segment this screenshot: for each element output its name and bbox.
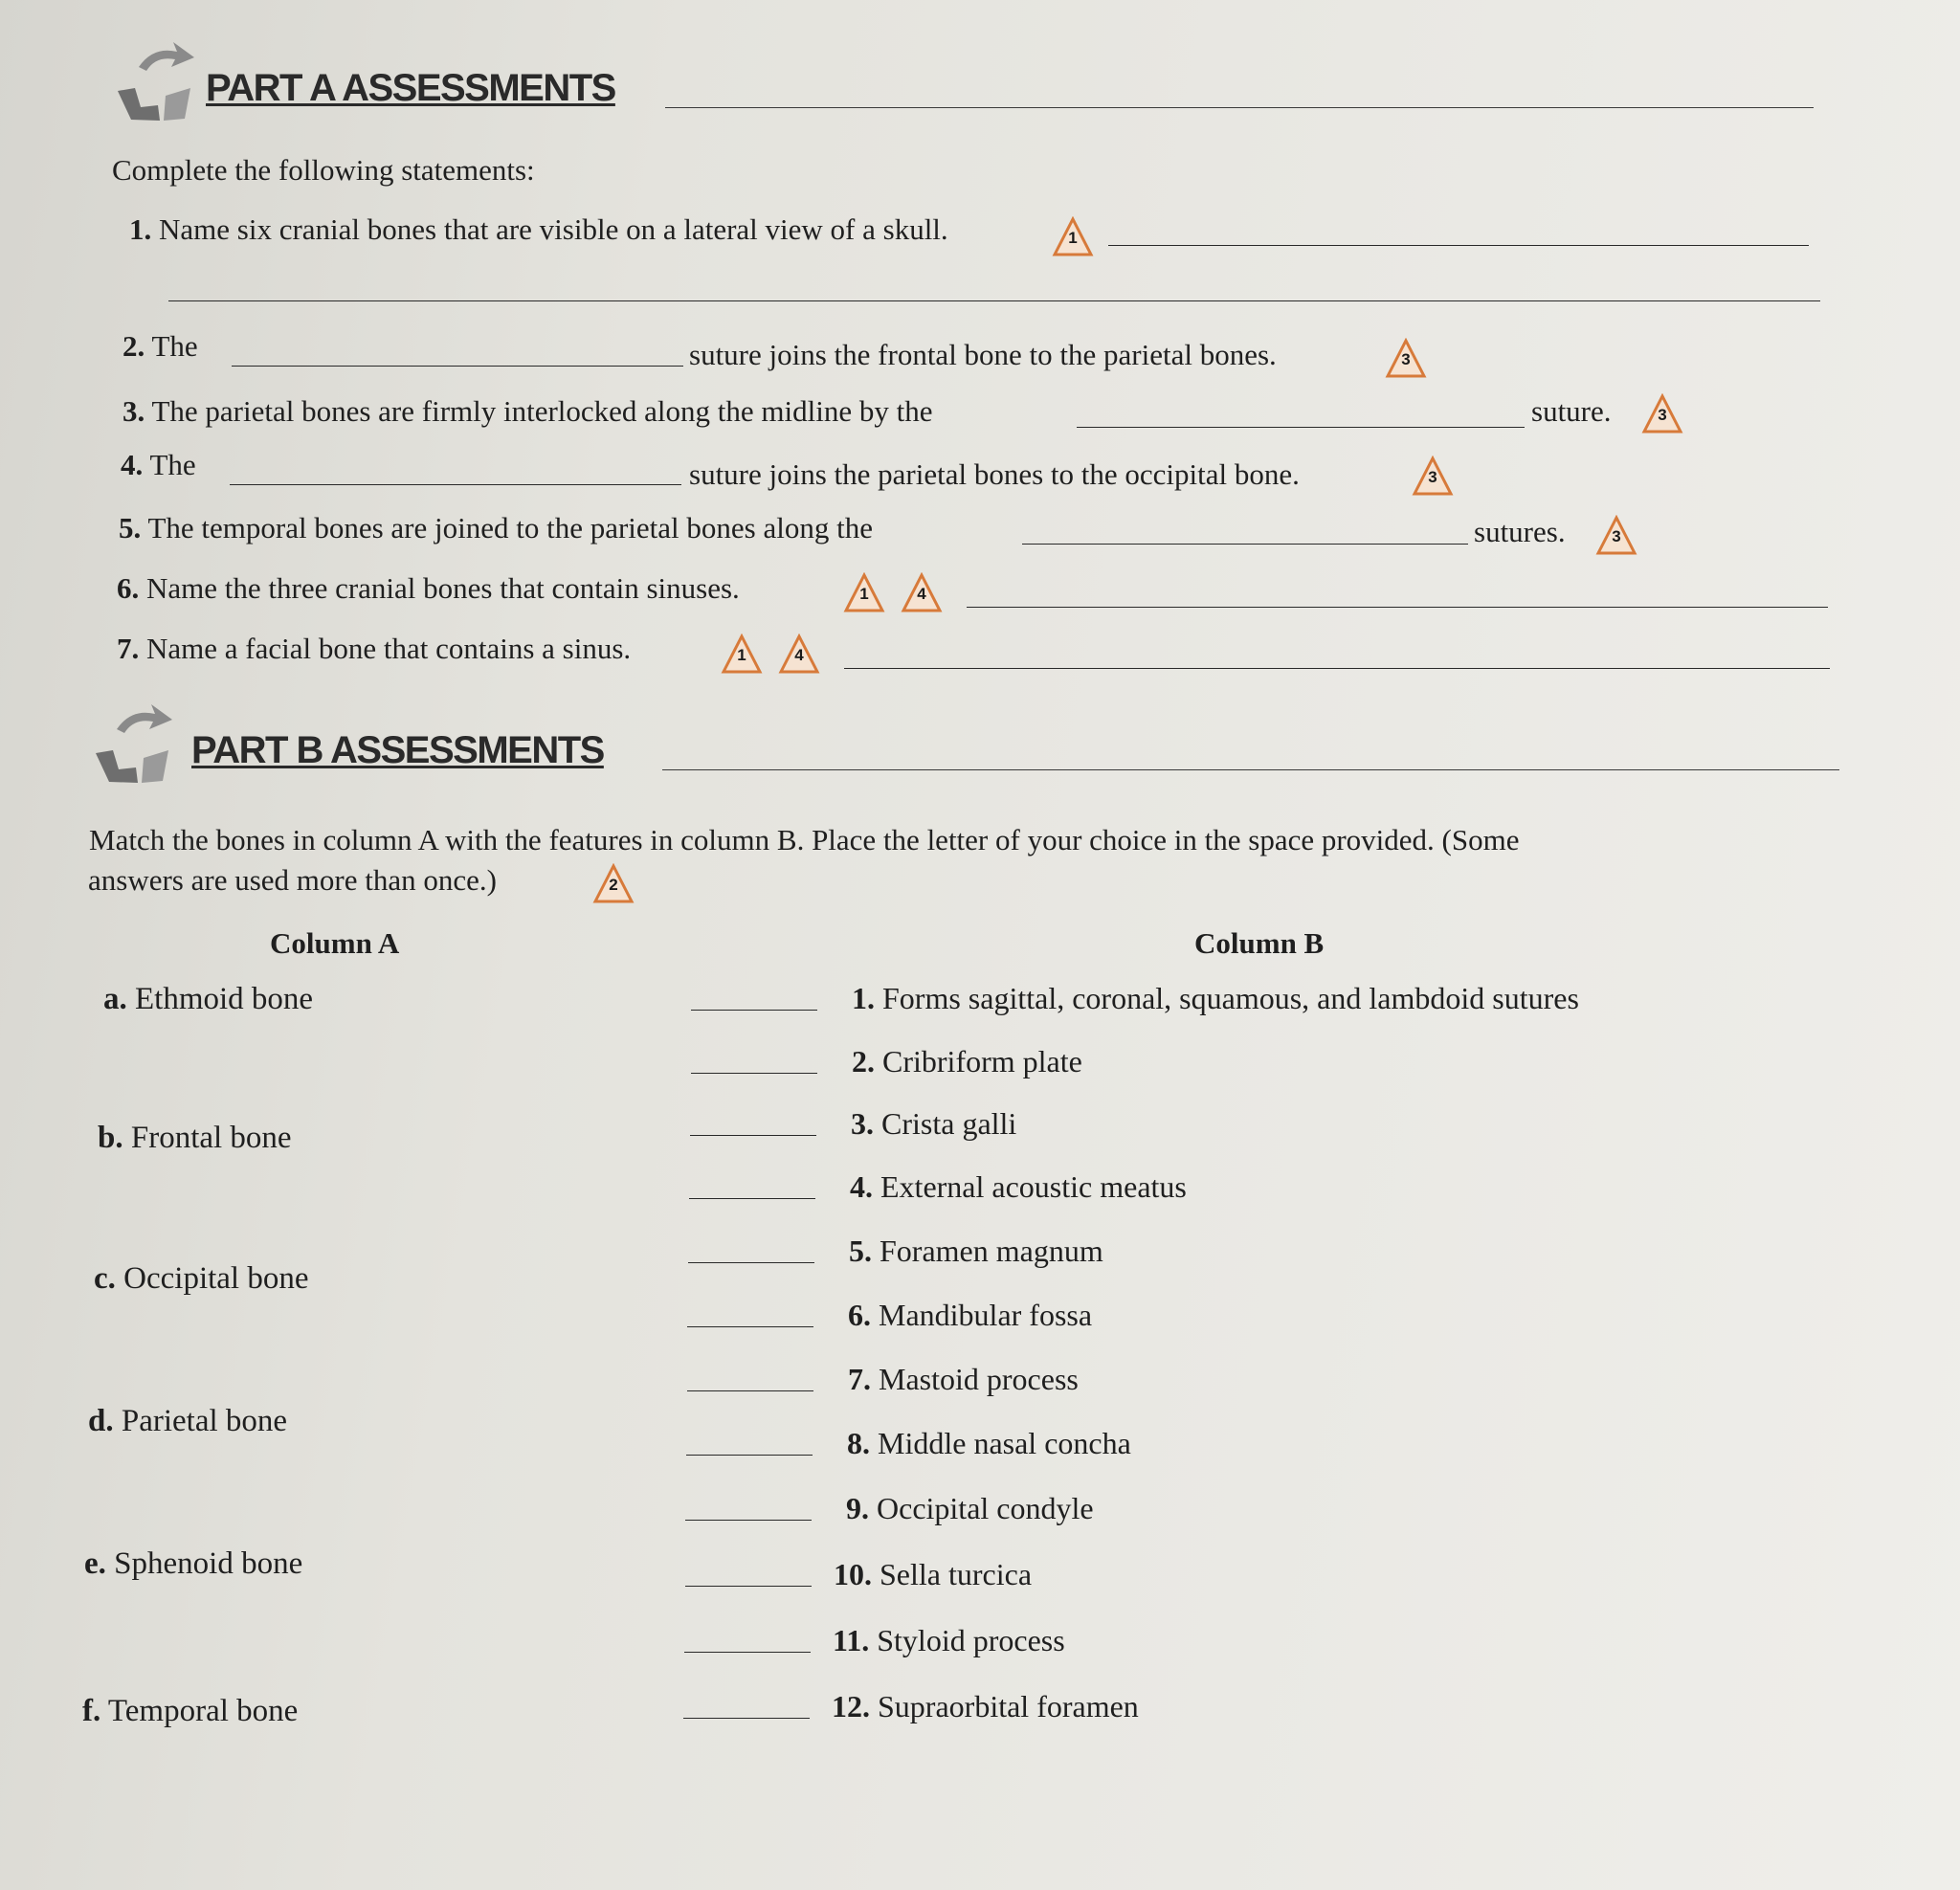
part-b-header [88,700,1839,787]
match-answer-blank[interactable] [691,1073,817,1074]
part-a-item-2 [122,329,198,364]
recycle-arrows-icon [110,38,206,124]
item-text-after: suture. [1531,394,1612,428]
item-text-after: suture joins the frontal bone to the parietal bones. [689,338,1277,371]
column-b-row: 8. Middle nasal concha [686,1426,1787,1468]
item-text-after: sutures. [1474,515,1566,548]
learning-outcome-badge: 3 [1411,456,1455,496]
learning-outcome-badge: 1 [720,634,764,674]
column-a-item: f. Temporal bone [82,1694,299,1728]
column-b-row: 10. Sella turcica [685,1557,1786,1599]
column-b-row: 4. External acoustic meatus [689,1169,1790,1212]
answer-blank[interactable] [1022,544,1468,545]
part-a-item-6 [117,571,740,606]
item-text: Name a facial bone that contains a sinus. [146,632,632,665]
match-answer-blank[interactable] [686,1455,813,1456]
item-number: 4. [121,448,144,481]
column-b-row: 11. Styloid process [684,1623,1785,1665]
answer-blank[interactable] [168,300,1820,301]
recycle-arrows-icon [88,700,184,787]
item-text: The temporal bones are joined to the parietal bones along the [147,511,873,545]
part-a-rule [665,107,1814,108]
column-b-row: 5. Foramen magnum [688,1234,1789,1276]
learning-outcome-badge: 3 [1384,338,1428,378]
column-a-item: c. Occipital bone [94,1261,309,1296]
item-text: Name the three cranial bones that contain sinuses. [146,571,740,605]
item-number: 7. [117,632,140,665]
column-a-item: a. Ethmoid bone [103,982,314,1016]
learning-outcome-badge: 1 [842,572,886,612]
column-b-row: 12. Supraorbital foramen [683,1689,1784,1731]
part-b-title: PART B ASSESSMENTS [191,729,604,771]
part-b-instruction-line2: answers are used more than once.) [88,863,497,897]
part-a-item-7 [117,632,631,666]
match-answer-blank[interactable] [687,1390,813,1391]
column-a-item: e. Sphenoid bone [84,1546,303,1581]
part-a-item-5 [119,511,873,545]
answer-blank[interactable] [230,484,681,485]
part-a-item-4 [121,448,196,482]
match-answer-blank[interactable] [685,1586,812,1587]
column-b-row: 6. Mandibular fossa [687,1298,1788,1340]
part-a-title: PART A ASSESSMENTS [206,67,615,109]
part-b-rule [662,769,1839,770]
answer-blank[interactable] [844,668,1830,669]
learning-outcome-badge: 3 [1594,515,1638,555]
item-text: The [149,448,196,481]
column-a-header: Column A [270,926,400,960]
answer-blank[interactable] [1077,427,1525,428]
column-b-row: 7. Mastoid process [687,1362,1788,1404]
item-text-after: suture joins the parietal bones to the occipital bone. [689,457,1300,491]
match-answer-blank[interactable] [685,1520,812,1521]
learning-outcome-badge: 4 [900,572,944,612]
column-b-row: 3. Crista galli [690,1106,1791,1148]
answer-blank[interactable] [1108,245,1809,246]
answer-blank[interactable] [232,366,683,367]
part-a-item-1 [129,212,948,247]
match-answer-blank[interactable] [683,1718,810,1719]
item-text: The [151,329,198,363]
answer-blank[interactable] [967,607,1828,608]
column-b-row: 2. Cribriform plate [691,1044,1792,1086]
column-a-item: b. Frontal bone [98,1121,292,1155]
column-a-item: d. Parietal bone [88,1404,288,1438]
item-number: 5. [119,511,142,545]
match-answer-blank[interactable] [687,1326,813,1327]
part-b-instruction-line1: Match the bones in column A with the features in column B. Place the letter of your choice in the space provided. (Some [89,823,1520,856]
column-b-header: Column B [1194,926,1325,960]
part-a-item-3 [122,394,933,429]
learning-outcome-badge: 4 [777,634,821,674]
match-answer-blank[interactable] [689,1198,815,1199]
column-b-row: 9. Occipital condyle [685,1491,1786,1533]
match-answer-blank[interactable] [691,1010,817,1011]
match-answer-blank[interactable] [684,1652,811,1653]
item-text: Name six cranial bones that are visible on a lateral view of a skull. [159,212,948,246]
column-b-row: 1. Forms sagittal, coronal, squamous, and lambdoid sutures [691,981,1792,1023]
item-number: 1. [129,212,152,246]
learning-outcome-badge: 3 [1640,393,1684,434]
item-number: 2. [122,329,145,363]
part-a-instruction: Complete the following statements: [112,153,535,187]
learning-outcome-badge: 1 [1051,216,1095,256]
item-number: 3. [122,394,145,428]
part-a-header [110,38,1814,124]
item-number: 6. [117,571,140,605]
item-text: The parietal bones are firmly interlocked along the midline by the [151,394,933,428]
learning-outcome-badge: 2 [591,863,635,903]
match-answer-blank[interactable] [688,1262,814,1263]
match-answer-blank[interactable] [690,1135,816,1136]
